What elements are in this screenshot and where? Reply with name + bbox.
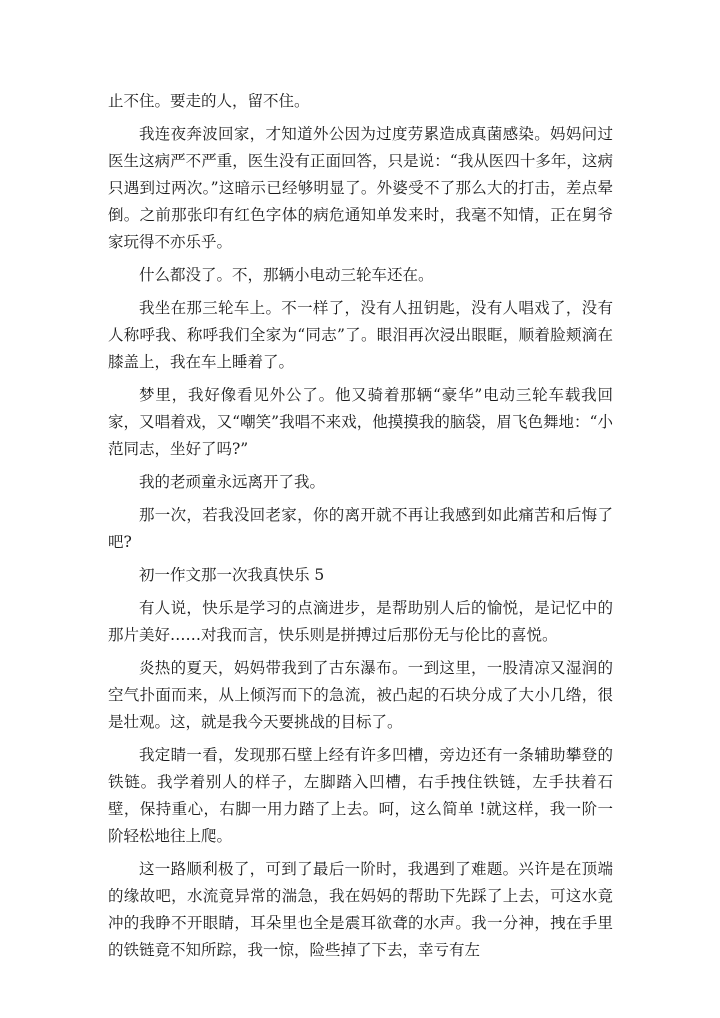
paragraph: 什么都没了。不，那辆小电动三轮车还在。: [139, 266, 434, 284]
section-heading: 初一作文那一次我真快乐 5: [139, 566, 325, 584]
paragraph: 止不住。要走的人，留不住。: [108, 92, 310, 110]
paragraph: 梦里，我好像看见外公了。他又骑着那辆“豪华”电动三轮车载我回家，又唱着戏，又“嘲笑”我唱不来戏，他摸摸我的脑袋，眉飞色舞地：“小范同志，坐好了吗?”: [108, 386, 613, 458]
paragraph: 我连夜奔波回家，才知道外公因为过度劳累造成真菌感染。妈妈问过医生这病严不严重，医生没有正面回答，只是说：“我从医四十多年，这病只遇到过两次。”这暗示已经够明显了。外婆受不了那么大的打击，差点晕倒。之前那张印有红色字体的病危通知单发来时，我毫不知情，正在舅爷家玩得不亦乐乎。: [108, 125, 613, 251]
paragraph: 我的老顽童永远离开了我。: [139, 473, 326, 491]
document-page: [108, 88, 613, 970]
paragraph: 我定睛一看，发现那石壁上经有许多凹槽，旁边还有一条辅助攀登的铁链。我学着别人的样子，左脚踏入凹槽，右手拽住铁链，左手扶着石壁，保持重心，右脚一用力踏了上去。呵，这么简单 !就这样，我一阶一阶轻松地往上爬。: [108, 746, 613, 845]
paragraph: 我坐在那三轮车上。不一样了，没有人扭钥匙，没有人唱戏了，没有人称呼我、称呼我们全家为“同志”了。眼泪再次浸出眼眶，顺着脸颊滴在膝盖上，我在车上睡着了。: [108, 299, 613, 371]
paragraph: 这一路顺利极了，可到了最后一阶时，我遇到了难题。兴许是在顶端的缘故吧，水流竟异常的湍急，我在妈妈的帮助下先踩了上去，可这水竟冲的我睁不开眼睛，耳朵里也全是震耳欲聋的水声。我一分神，拽在手里的铁链竟不知所踪，我一惊，险些掉了下去，幸亏有左: [108, 860, 613, 959]
paragraph: 炎热的夏天，妈妈带我到了古东瀑布。一到这里，一股清凉又湿润的空气扑面而来，从上倾泻而下的急流，被凸起的石块分成了大小几绺，很是壮观。这，就是我今天要挑战的目标了。: [108, 659, 613, 731]
paragraph: 有人说，快乐是学习的点滴进步，是帮助别人后的愉悦，是记忆中的那片美好……对我而言，快乐则是拼搏过后那份无与伦比的喜悦。: [108, 599, 613, 644]
paragraph: 那一次，若我没回老家，你的离开就不再让我感到如此痛苦和后悔了吧?: [108, 506, 613, 551]
